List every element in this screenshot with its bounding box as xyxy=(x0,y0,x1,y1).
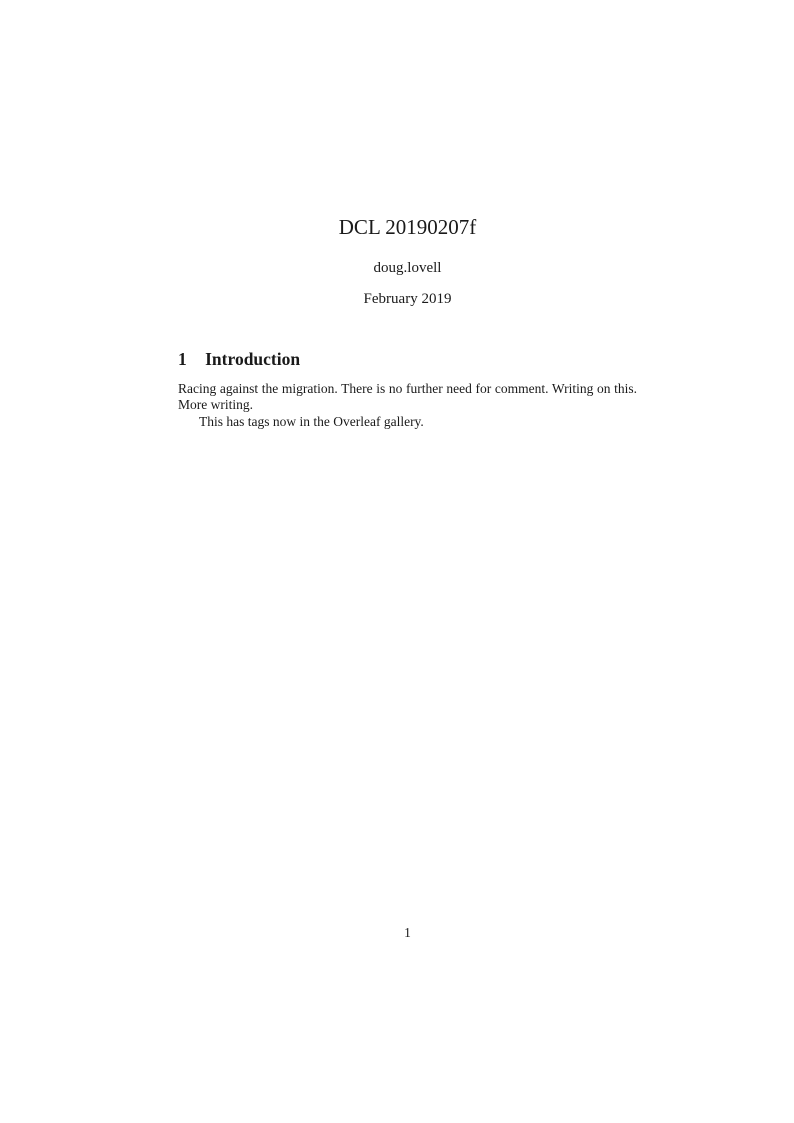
section-title: Introduction xyxy=(205,349,301,369)
section-heading xyxy=(178,349,637,369)
paragraph: This has tags now in the Overleaf gallery. xyxy=(199,413,424,429)
section-number: 1 xyxy=(178,349,187,369)
document-date: February 2019 xyxy=(363,291,452,307)
document-title: DCL 20190207f xyxy=(338,215,477,239)
page-number: 1 xyxy=(404,925,411,940)
section-body xyxy=(178,381,637,430)
document-author: doug.lovell xyxy=(373,260,442,276)
text-block xyxy=(178,0,637,430)
paragraph: Racing against the migration. There is no further need for comment. Writing on this. More writing. xyxy=(178,381,637,413)
